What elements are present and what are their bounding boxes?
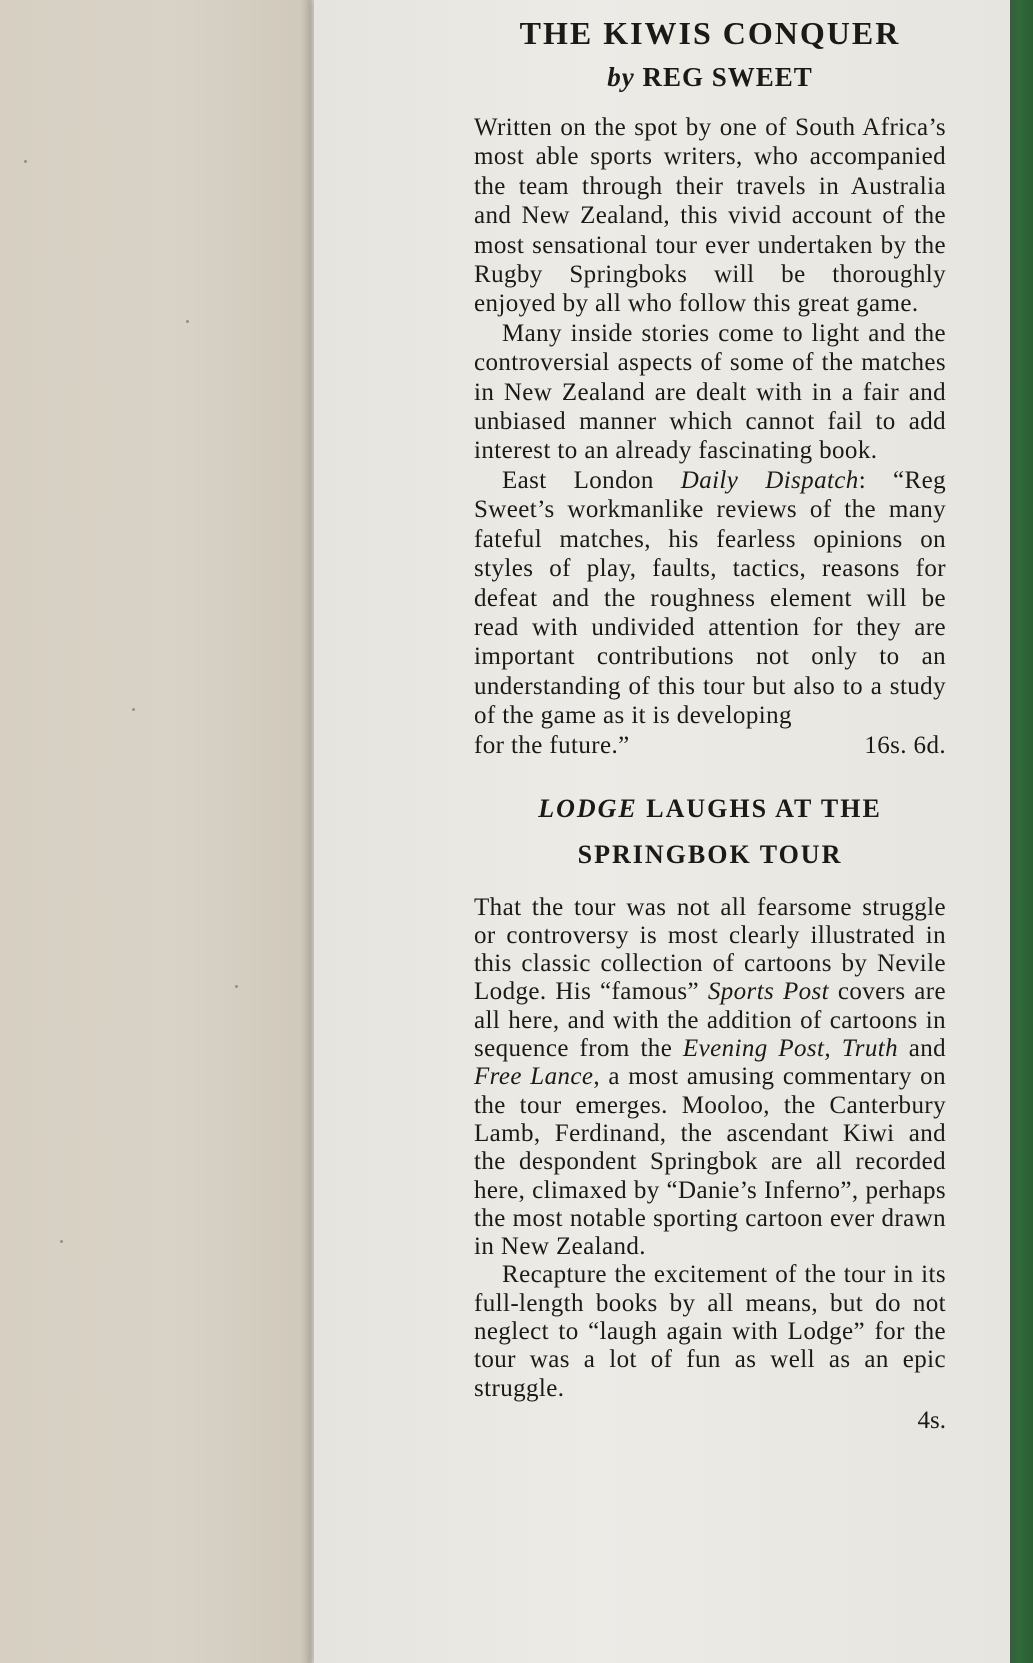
b2-free-lance: Free Lance [474, 1063, 594, 1091]
paper-speck [235, 985, 238, 988]
book1-last-line [474, 731, 946, 760]
book1-paragraph-1: Written on the spot by one of South Africa’s most able sports writers, who accompanied the team through their travels in Australia and New Zealand, this vivid account of the most sensational tour ever undertaken by the Rugby Springboks will be thoroughly enjoyed by all who follow this great game. [474, 114, 946, 318]
p3-quote: : “Reg Sweet’s workmanlike reviews of the many fateful matches, his fearless opinions on styles of play, faults, tactics, reasons for defeat and the roughness element will be read with undivided attention for they are important contributions not only to an understanding of this tour but also to a study of the game as it is developing [474, 466, 946, 730]
book1-title: THE KIWIS CONQUER [519, 15, 901, 51]
book2-title [474, 786, 946, 878]
paper-speck [132, 708, 135, 711]
book2-price: 4s. [917, 1406, 946, 1434]
b2-sports-post: Sports Post [707, 978, 830, 1006]
p3-newspaper: Daily Dispatch [680, 466, 859, 494]
book1-paragraph-3 [474, 466, 946, 731]
book1-author: REG SWEET [642, 62, 813, 92]
title-rest: LAUGHS AT THE [637, 793, 882, 823]
book2-paragraph-1 [474, 894, 946, 1262]
book1-description [474, 113, 946, 760]
flap-text [474, 0, 946, 1437]
book1-byline [474, 62, 946, 92]
book1-paragraph-2: Many inside stories come to light and the controversial aspects of some of the matches in New Zealand are dealt with in a fair and unbiased manner which cannot fail to add interest to an already fascinating book. [474, 319, 946, 465]
paper-speck [24, 160, 27, 163]
book2-description [474, 894, 946, 1437]
title-lodge: LODGE [538, 793, 638, 823]
left-endpaper [0, 0, 312, 1663]
paper-speck [60, 1240, 63, 1243]
b2-evening-post: Evening Post, Truth [682, 1035, 898, 1063]
b2-d: , a most amusing commentary on the tour emerges. Mooloo, the Canterbury Lamb, Ferdinand, the ascendant Kiwi and the despondent Springbok are all recorded here, climaxed by “Danie’s Inferno”, perhaps the most notable sporting cartoon ever drawn in New Zealand. [474, 1063, 946, 1261]
book2-paragraph-2: Recapture the excitement of the tour in its full-length books by all means, but do not neglect to “laugh again with Lodge” for the tour was a lot of fun as well as an epic struggle. [474, 1261, 946, 1402]
byline-by: by [607, 62, 635, 92]
b2-b: covers are all here, and with the addition of cartoons in sequence from the [474, 978, 946, 1063]
p3-last: for the future.” [474, 731, 630, 759]
p3-pre: East London [502, 466, 681, 494]
book2-title-line-1 [474, 786, 946, 832]
paper-speck [186, 320, 189, 323]
green-board-edge [1010, 0, 1033, 1663]
book1-price: 16s. 6d. [864, 731, 946, 759]
book2-title-line-2: SPRINGBOK TOUR [577, 839, 843, 869]
b2-c: and [897, 1035, 947, 1063]
b2-a: That the tour was not all fearsome struggle or controversy is most clearly illustrated in this classic collection of cartoons by Nevile Lodge. His “famous” [474, 893, 946, 1006]
